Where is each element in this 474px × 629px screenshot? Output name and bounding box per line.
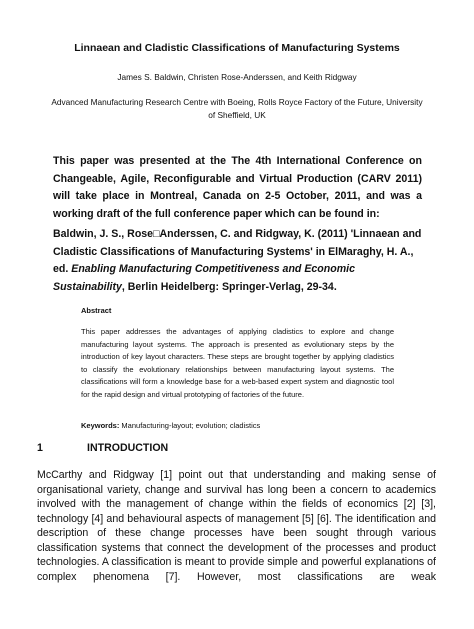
paper-title: Linnaean and Cladistic Classifications of Manufacturing Systems [74,42,400,54]
paper-authors: James S. Baldwin, Christen Rose-Anderssen, and Keith Ridgway [117,72,357,82]
citation-text-start: Baldwin, J. S., Rose□Anderssen, C. and Ridgway, K. (2011) 'Linnaean and Cladistic Classifications of Manufacturing Systems' in ElMaraghy, H. A., ed. [53,228,422,275]
citation-text-end: , Berlin Heidelberg: Springer-Verlag, 29-34. [121,280,337,293]
abstract-heading: Abstract [81,306,112,315]
keywords-label: Keywords: [81,421,120,430]
section-heading [37,442,168,455]
introduction-paragraph: McCarthy and Ridgway [1] point out that understanding and making sense of organisational variety, change and survival has long been a concern to academics involved with the management of change within the fields of economics [2] [3], technology [4] and behavioural aspects of management [5] [6]. The identification and description of these change processes have been sought through various classification systems that connect the development of the processes and product technologies. A classification is meant to provide simple and powerful explanations of complex phenomena [7]. However, most classifications are weak [37,469,436,583]
paper-affiliation: Advanced Manufacturing Research Centre with Boeing, Rolls Royce Factory of the Future, University of Sheffield, UK [51,97,423,120]
citation-book-title: Enabling Manufacturing Competitiveness and Economic Sustainability [53,263,355,293]
keywords-value: Manufacturing-layout; evolution; cladistics [119,421,261,430]
conference-notice: This paper was presented at the The 4th International Conference on Changeable, Agile, Reconfigurable and Virtual Production (CARV 2011) will take place in Montreal, Canada on 2-5 October, 2011, and was a working draft of the full conference paper which can be found in: [53,155,422,220]
keywords-line [81,421,260,431]
citation-block [53,226,422,296]
abstract-body: This paper addresses the advantages of applying cladistics to explore and change manufacturing layout systems. The approach is presented as evolutionary steps by the introduction of key layout characters. These steps are brought together by applying cladistics to classify the evolutionary relationships between manufacturing layout systems. The classifications will form a knowledge base for a web-based expert system and diagnostic tool for the rapid design and virtual prototyping of factories of the future. [81,327,394,399]
section-title: INTRODUCTION [87,442,169,454]
section-number: 1 [37,442,43,454]
